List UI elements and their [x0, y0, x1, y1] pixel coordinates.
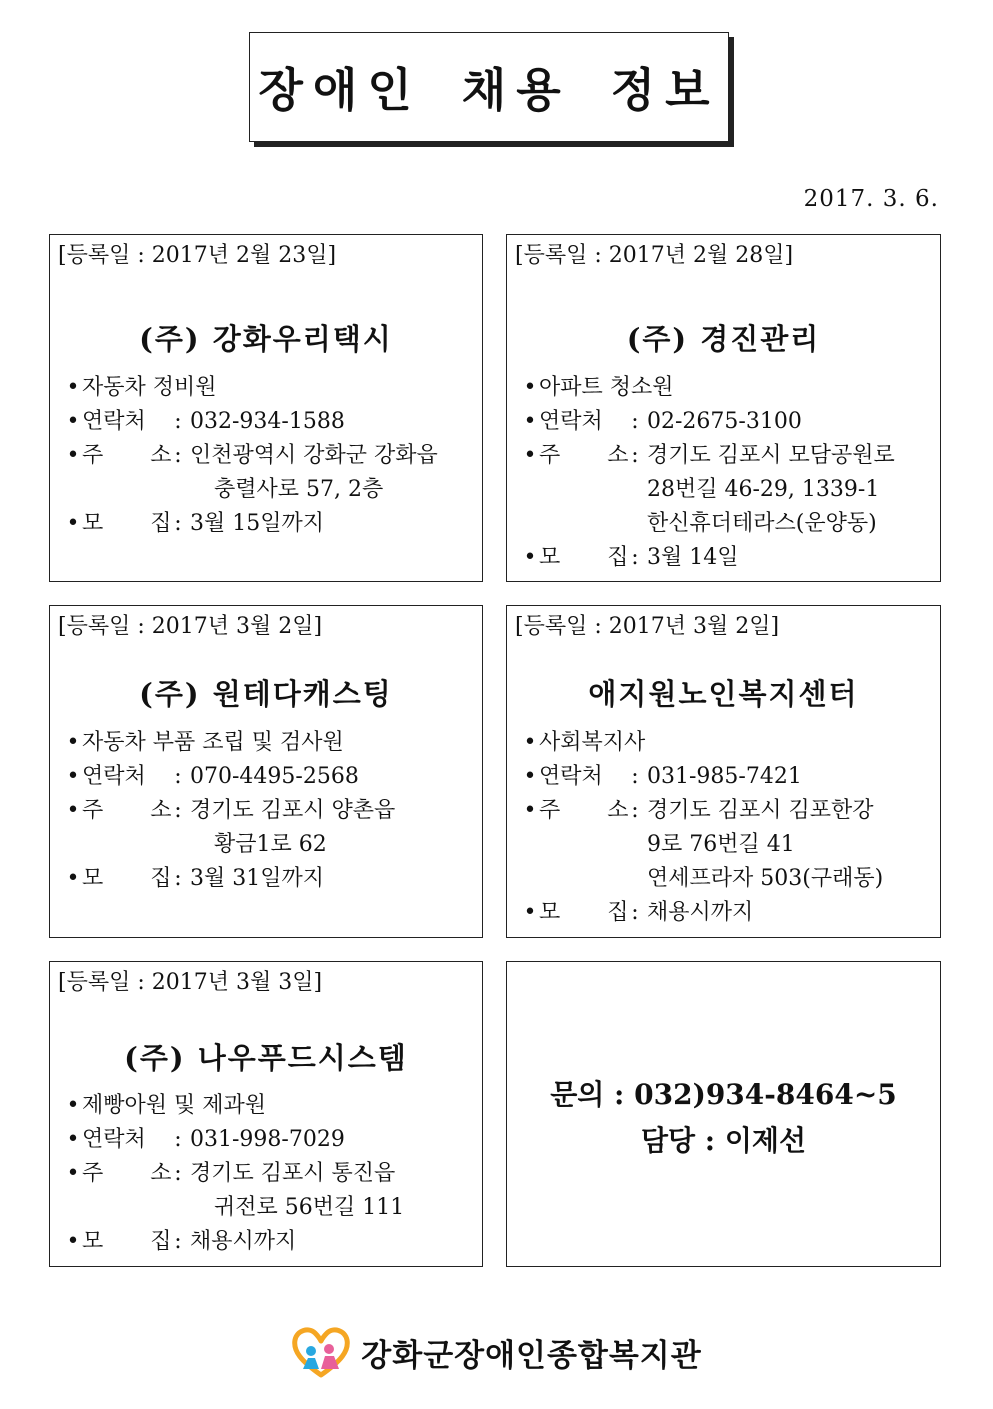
- recruit-label-text: 모 집: [82, 1229, 172, 1254]
- recruit-deadline: 3월 14일: [647, 545, 739, 570]
- bullet-icon: •: [523, 798, 537, 823]
- company-name: 애지원노인복지센터: [588, 677, 859, 711]
- job-card: [506, 234, 941, 582]
- recruit-deadline: 채용시까지: [647, 900, 754, 925]
- recruit-label: [539, 541, 629, 575]
- registration-date: [등록일 : 2017년 3월 2일]: [515, 614, 780, 639]
- address-label: [82, 794, 172, 828]
- phone-number: 032-934-1588: [190, 409, 345, 434]
- address-label: [539, 439, 629, 473]
- address-line: 연세프라자 503(구래동): [647, 866, 884, 891]
- title-box: [249, 32, 729, 142]
- bullet-icon: •: [523, 730, 537, 755]
- colon: :: [174, 1229, 182, 1254]
- address-line: 귀전로 56번길 111: [214, 1195, 405, 1220]
- recruit-deadline: 채용시까지: [190, 1229, 297, 1254]
- job-title: 자동차 정비원: [82, 375, 217, 400]
- address-line: 9로 76번길 41: [647, 832, 795, 857]
- company-name: (주) 강화우리택시: [139, 322, 393, 356]
- job-title: 자동차 부품 조립 및 검사원: [82, 730, 344, 755]
- job-title: 제빵아원 및 제과원: [82, 1093, 267, 1118]
- job-card: [506, 605, 941, 938]
- bullet-icon: •: [66, 866, 80, 891]
- job-card: [49, 605, 483, 938]
- job-details: [64, 371, 478, 541]
- bullet-icon: •: [66, 409, 80, 434]
- address-label: [82, 439, 172, 473]
- contact-label: 연락처: [539, 409, 603, 434]
- contact-box: [506, 961, 941, 1267]
- colon: :: [174, 866, 182, 891]
- address-line: 경기도 김포시 모담공원로: [647, 443, 895, 468]
- bullet-icon: •: [66, 764, 80, 789]
- address-label-text: 주 소: [539, 443, 629, 468]
- page-title: 장애인 채용 정보: [258, 63, 720, 117]
- contact-label: 연락처: [539, 764, 603, 789]
- job-details: [64, 1089, 478, 1259]
- colon: :: [174, 764, 182, 789]
- colon: :: [631, 545, 639, 570]
- bullet-icon: •: [66, 730, 80, 755]
- job-card: [49, 234, 483, 582]
- organization-name: 강화군장애인종합복지관: [361, 1337, 702, 1374]
- job-title: 아파트 청소원: [539, 375, 674, 400]
- colon: :: [174, 409, 182, 434]
- recruit-label: [82, 507, 172, 541]
- colon: :: [631, 764, 639, 789]
- phone-number: 02-2675-3100: [647, 409, 802, 434]
- colon: :: [631, 443, 639, 468]
- address-line: 충렬사로 57, 2층: [214, 477, 384, 502]
- job-details: [521, 371, 936, 575]
- bullet-icon: •: [66, 1161, 80, 1186]
- job-card: [49, 961, 483, 1267]
- address-line: 경기도 김포시 양촌읍: [190, 798, 396, 823]
- bullet-icon: •: [66, 443, 80, 468]
- recruit-label: [82, 1225, 172, 1259]
- footer: [0, 1322, 993, 1382]
- job-details: [521, 726, 936, 930]
- bullet-icon: •: [66, 1229, 80, 1254]
- contact-label: 연락처: [82, 1127, 146, 1152]
- bullet-icon: •: [523, 900, 537, 925]
- address-label-text: 주 소: [539, 798, 629, 823]
- recruit-label-text: 모 집: [539, 900, 629, 925]
- bullet-icon: •: [66, 1093, 80, 1118]
- recruit-label-text: 모 집: [539, 545, 629, 570]
- bullet-icon: •: [66, 798, 80, 823]
- recruit-label: [539, 896, 629, 930]
- colon: :: [174, 1161, 182, 1186]
- job-details: [64, 726, 478, 896]
- recruit-label-text: 모 집: [82, 511, 172, 536]
- address-line: 경기도 김포시 김포한강: [647, 798, 874, 823]
- colon: :: [174, 511, 182, 536]
- colon: :: [174, 443, 182, 468]
- company-name: (주) 경진관리: [626, 322, 821, 356]
- address-label: [539, 794, 629, 828]
- job-title: 사회복지사: [539, 730, 646, 755]
- contact-label: 연락처: [82, 409, 146, 434]
- address-label-text: 주 소: [82, 798, 172, 823]
- company-name: (주) 원테다캐스팅: [139, 677, 393, 711]
- bullet-icon: •: [523, 764, 537, 789]
- company-name: (주) 나우푸드시스템: [124, 1041, 408, 1075]
- registration-date: [등록일 : 2017년 3월 2일]: [58, 614, 323, 639]
- address-label: [82, 1157, 172, 1191]
- recruit-label-text: 모 집: [82, 866, 172, 891]
- bullet-icon: •: [523, 375, 537, 400]
- bullet-icon: •: [66, 511, 80, 536]
- inquiry-phone: 문의 : 032)934-8464~5: [550, 1078, 897, 1111]
- contact-label: 연락처: [82, 764, 146, 789]
- recruit-deadline: 3월 15일까지: [190, 511, 324, 536]
- manager-name: 담당 : 이제선: [640, 1124, 807, 1157]
- phone-number: 070-4495-2568: [190, 764, 359, 789]
- recruit-deadline: 3월 31일까지: [190, 866, 324, 891]
- address-line: 황금1로 62: [214, 832, 327, 857]
- colon: :: [631, 798, 639, 823]
- registration-date: [등록일 : 2017년 2월 28일]: [515, 243, 794, 268]
- phone-number: 031-998-7029: [190, 1127, 345, 1152]
- colon: :: [631, 409, 639, 434]
- phone-number: 031-985-7421: [647, 764, 802, 789]
- colon: :: [174, 1127, 182, 1152]
- registration-date: [등록일 : 2017년 3월 3일]: [58, 970, 323, 995]
- colon: :: [631, 900, 639, 925]
- bullet-icon: •: [523, 545, 537, 570]
- address-label-text: 주 소: [82, 443, 172, 468]
- address-line: 28번길 46-29, 1339-1: [647, 477, 880, 502]
- contact-info: [507, 1072, 940, 1164]
- address-line: 경기도 김포시 통진읍: [190, 1161, 396, 1186]
- address-line: 한신휴더테라스(운양동): [647, 511, 877, 536]
- address-line: 인천광역시 강화군 강화읍: [190, 443, 438, 468]
- recruit-label: [82, 862, 172, 896]
- registration-date: [등록일 : 2017년 2월 23일]: [58, 243, 337, 268]
- colon: :: [174, 798, 182, 823]
- address-label-text: 주 소: [82, 1161, 172, 1186]
- heart-people-logo-icon: [291, 1325, 351, 1379]
- bullet-icon: •: [523, 409, 537, 434]
- bullet-icon: •: [523, 443, 537, 468]
- document-date: 2017. 3. 6.: [803, 186, 939, 212]
- bullet-icon: •: [66, 375, 80, 400]
- bullet-icon: •: [66, 1127, 80, 1152]
